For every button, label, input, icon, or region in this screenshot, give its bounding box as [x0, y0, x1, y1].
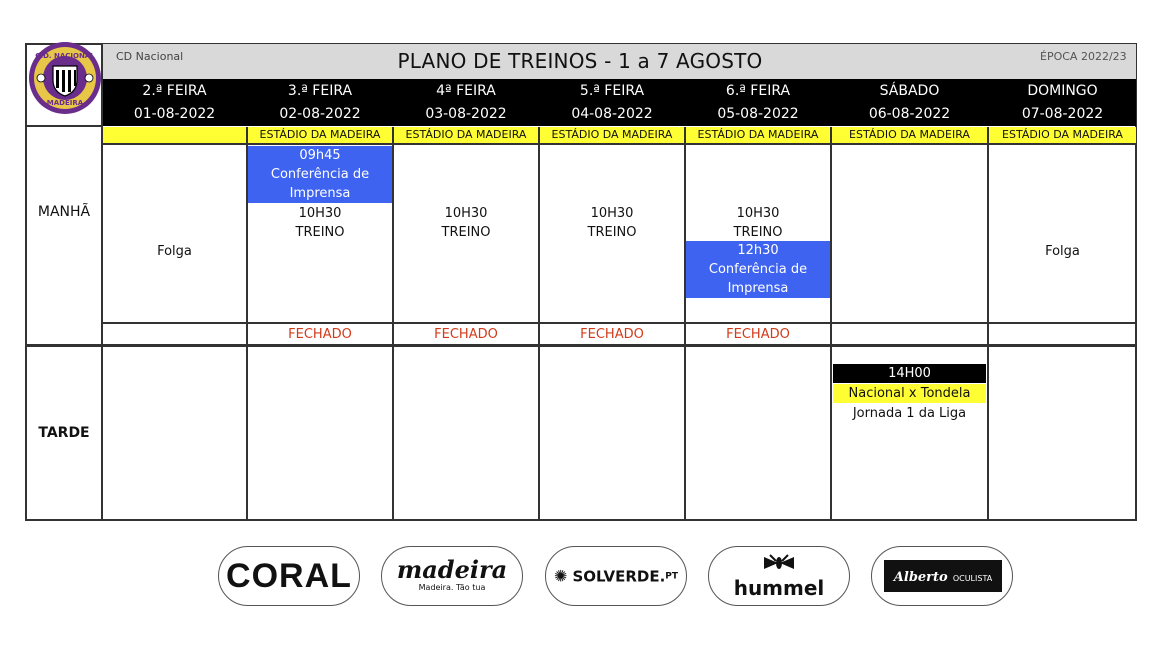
sponsor-alberto-suffix: OCULISTA — [952, 574, 993, 583]
grid-line — [101, 43, 103, 521]
grid-line — [987, 127, 989, 521]
day-name: 6.ª FEIRA — [725, 83, 791, 99]
training-time: 10H30 — [590, 206, 634, 221]
grid-line — [538, 127, 540, 521]
sponsor-alberto[interactable] — [871, 546, 1013, 606]
sponsor-coral-logo: CORAL — [226, 557, 352, 595]
day-name: 4ª FEIRA — [436, 83, 496, 99]
venue-label: ESTÁDIO DA MADEIRA — [248, 127, 392, 143]
sponsor-madeira[interactable] — [381, 546, 523, 606]
conference-label: Conferência de — [270, 167, 370, 182]
day-date: 05-08-2022 — [717, 106, 799, 122]
day-name: SÁBADO — [879, 83, 940, 99]
conference-time: 12h30 — [737, 243, 779, 258]
sponsor-solverde-name: SOLVERDE. — [572, 567, 666, 586]
day-date: 03-08-2022 — [425, 106, 507, 122]
sponsor-madeira-logo: madeira — [396, 555, 508, 584]
venue-label: ESTÁDIO DA MADEIRA — [540, 127, 684, 143]
day-date: 07-08-2022 — [1021, 106, 1104, 122]
sponsor-hummel[interactable] — [708, 546, 850, 606]
season-label: ÉPOCA 2022/23 — [1040, 50, 1127, 63]
grid-line — [830, 127, 832, 521]
day-name: 3.ª FEIRA — [287, 83, 353, 99]
day-name: 2.ª FEIRA — [142, 83, 207, 99]
grid-line — [103, 322, 1136, 324]
row-label-morning: MANHÃ — [37, 204, 91, 220]
grid-line — [392, 127, 394, 521]
sponsor-hummel-logo: hummel — [733, 576, 825, 600]
venue-label: ESTÁDIO DA MADEIRA — [989, 127, 1136, 143]
row-label-afternoon: TARDE — [38, 425, 90, 441]
solverde-icon: ✺ — [553, 566, 568, 586]
page-title: PLANO DE TREINOS - 1 a 7 AGOSTO — [397, 49, 763, 73]
venue-label: ESTÁDIO DA MADEIRA — [394, 127, 538, 143]
match-time: 14H00 — [833, 364, 986, 383]
closed-label: FECHADO — [434, 327, 498, 342]
training-label: TREINO — [587, 225, 637, 240]
venue-label: ESTÁDIO DA MADEIRA — [686, 127, 830, 143]
training-time: 10H30 — [298, 206, 342, 221]
conference-label: Imprensa — [727, 281, 789, 296]
sponsor-solverde-suffix: PT — [665, 571, 679, 582]
day-date: 04-08-2022 — [571, 106, 653, 122]
day-name: 5.ª FEIRA — [579, 83, 645, 99]
sponsor-madeira-tagline: Madeira. Tão tua — [418, 583, 486, 592]
press-conference-block — [686, 241, 830, 298]
sponsor-coral[interactable] — [218, 546, 360, 606]
grid-line — [25, 125, 103, 127]
day-date: 01-08-2022 — [133, 106, 216, 122]
training-label: TREINO — [441, 225, 491, 240]
match-label: Nacional x Tondela — [833, 384, 986, 403]
closed-label: FECHADO — [580, 327, 644, 342]
sponsor-alberto-logo — [884, 560, 1002, 592]
svg-text:C.D. NACIONAL: C.D. NACIONAL — [35, 52, 95, 60]
day-name: DOMINGO — [1027, 83, 1098, 99]
conference-label: Imprensa — [289, 186, 351, 201]
closed-label: FECHADO — [288, 327, 352, 342]
day-date: 02-08-2022 — [279, 106, 361, 122]
training-time: 10H30 — [736, 206, 780, 221]
press-conference-block — [248, 146, 392, 203]
sponsor-solverde[interactable] — [545, 546, 687, 606]
venue-label: ESTÁDIO DA MADEIRA — [832, 127, 987, 143]
day-off-label: Folga — [157, 244, 192, 259]
grid-line — [103, 143, 1136, 145]
training-label: TREINO — [295, 225, 345, 240]
day-off-label: Folga — [1045, 244, 1080, 259]
day-date: 06-08-2022 — [868, 106, 951, 122]
sponsor-solverde-logo — [546, 547, 686, 606]
match-round: Jornada 1 da Liga — [852, 406, 967, 421]
club-name: CD Nacional — [116, 50, 184, 63]
venue-label — [103, 127, 246, 143]
closed-label: FECHADO — [726, 327, 790, 342]
sponsor-alberto-name: Alberto — [893, 570, 948, 585]
training-time: 10H30 — [444, 206, 488, 221]
training-label: TREINO — [733, 225, 783, 240]
conference-label: Conferência de — [708, 262, 808, 277]
svg-text:MADEIRA: MADEIRA — [46, 99, 84, 107]
grid-line — [684, 127, 686, 521]
conference-time: 09h45 — [299, 148, 341, 163]
club-logo — [27, 40, 103, 122]
grid-line — [25, 344, 1137, 347]
